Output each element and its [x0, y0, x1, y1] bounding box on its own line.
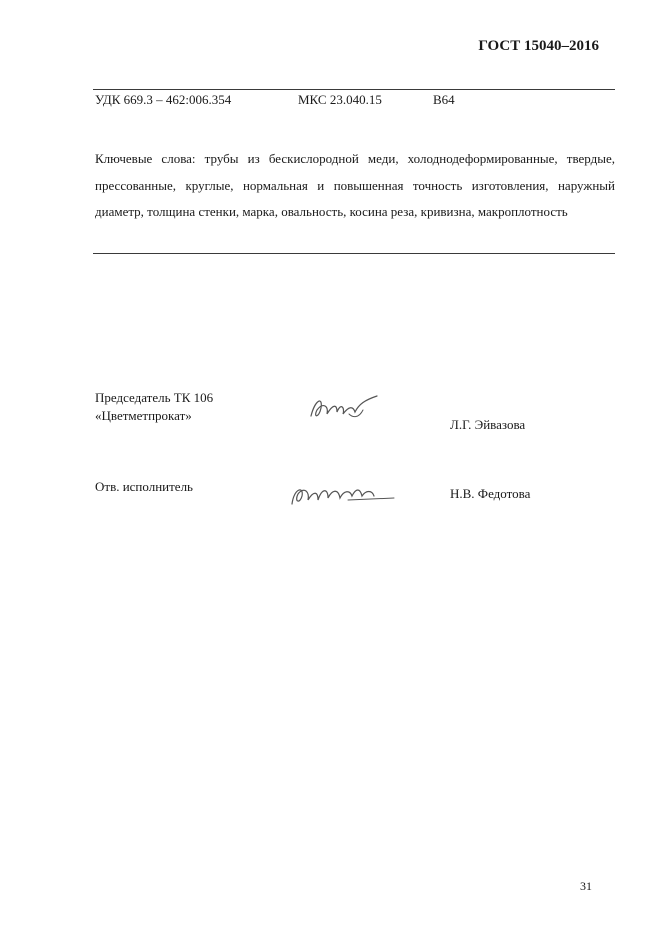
keywords-paragraph: Ключевые слова: трубы из бескислородной меди, холоднодеформированные, твердые, прессованные, круглые, нормальная и повышенная точность изготовления, наружный диаметр, толщина стенки, марка, овальность, косина реза, кривизна, макроплотность	[95, 151, 615, 219]
executor-name: Н.В. Федотова	[450, 486, 531, 501]
committee-name: «Цветметпрокат»	[95, 408, 192, 423]
standard-designation: ГОСТ 15040–2016	[478, 38, 599, 54]
chair-name: Л.Г. Эйвазова	[450, 417, 526, 432]
chair-title: Председатель ТК 106	[95, 390, 214, 405]
okp-code: В64	[433, 92, 455, 107]
bottom-divider	[93, 253, 615, 254]
chair-role	[95, 389, 213, 425]
page-number: 31	[580, 879, 592, 893]
chair-signature	[305, 388, 385, 428]
udk-code: УДК 669.3 – 462:006.354	[95, 92, 232, 107]
executor-signature	[288, 474, 398, 514]
mks-code: МКС 23.040.15	[298, 92, 382, 107]
classification-row	[95, 92, 615, 108]
executor-role: Отв. исполнитель	[95, 479, 193, 494]
top-divider	[93, 89, 615, 90]
